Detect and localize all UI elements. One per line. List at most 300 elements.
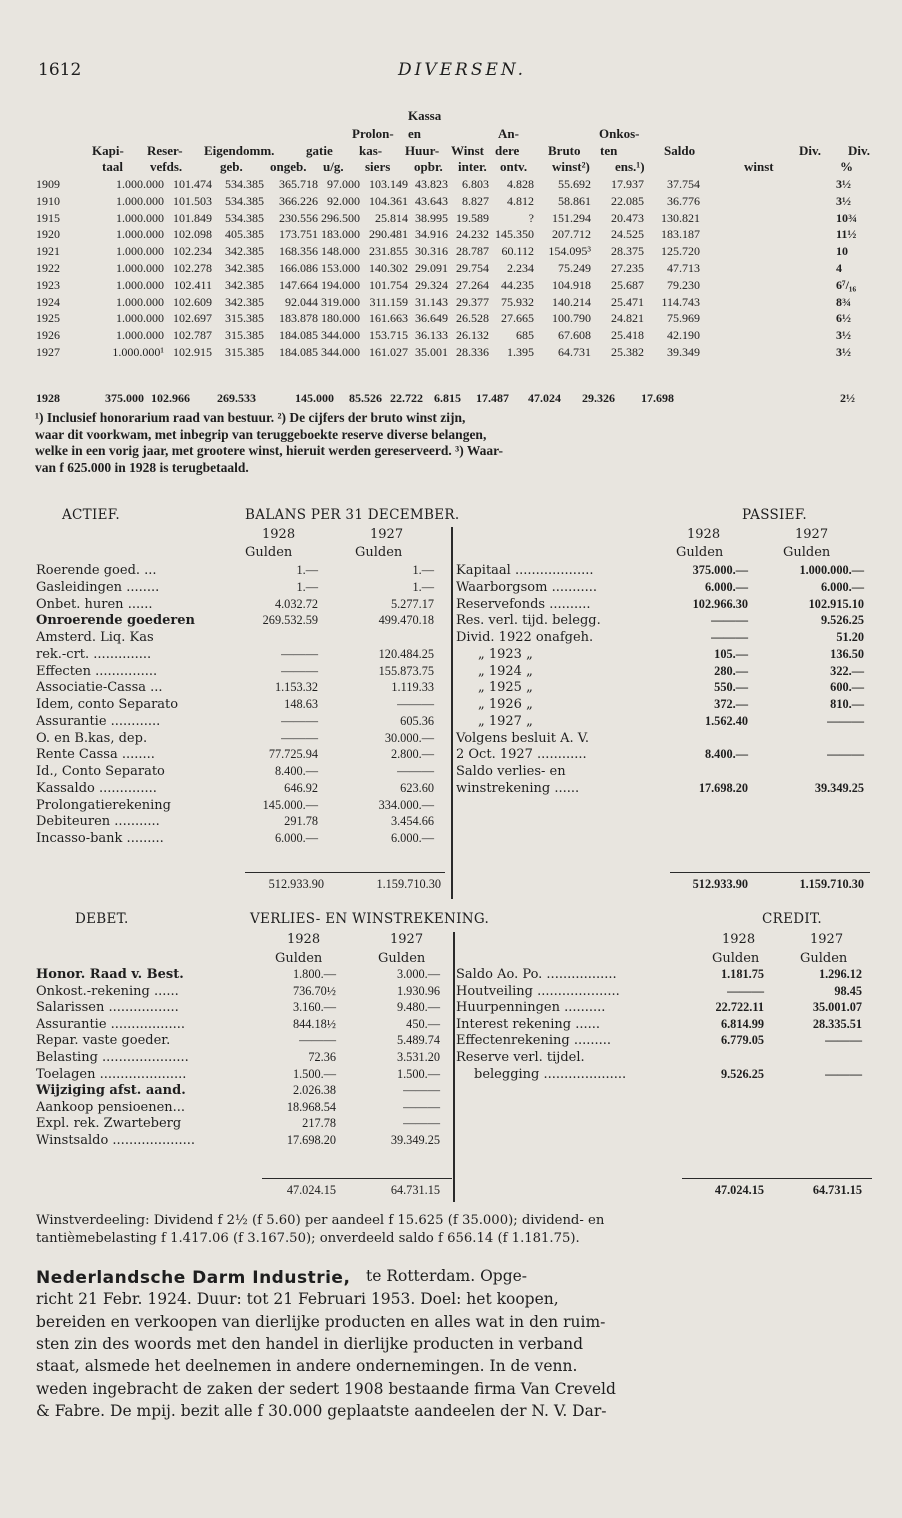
pl-label: Assurantie ..................	[36, 1016, 186, 1032]
table-cell-1928: 47.024	[528, 391, 561, 405]
table-cell: 1.000.000	[116, 294, 164, 309]
company-line: staat, alsmede het deelnemen in andere ondernemingen. In de venn.	[36, 1357, 578, 1376]
balance-label: Kassaldo ..............	[36, 780, 157, 796]
table-cell: 104.918	[552, 277, 591, 292]
balance-label: Volgens besluit A. V.	[456, 730, 590, 746]
divider-line	[453, 932, 455, 1202]
table-cell: 1.000.000	[116, 193, 164, 208]
balance-total: 1.159.710.30	[799, 877, 864, 891]
table-cell: 296.500	[321, 210, 360, 225]
pl-value-1928: 2.026.38	[292, 1083, 336, 1098]
table-cell: 29.754	[456, 261, 489, 275]
total-line	[262, 1178, 452, 1179]
balance-label: Rente Cassa ........	[36, 747, 155, 763]
column-header: Huur-	[405, 143, 440, 158]
pl-total: 64.731.15	[812, 1183, 862, 1197]
pl-value-1928: 1.500.—	[292, 1066, 336, 1081]
table-cell: 1.000.000	[116, 311, 164, 326]
balance-label: O. en B.kas, dep.	[36, 730, 148, 746]
table-cell: 319.000	[321, 294, 360, 309]
table-cell: 24.525	[611, 227, 644, 242]
table-cell: 161.027	[369, 345, 408, 359]
pl-value-1927: 3.000.—	[396, 967, 440, 981]
column-header: opbr.	[414, 159, 443, 174]
pl-label: Wijziging afst. aand.	[36, 1083, 186, 1099]
pl-label: Reserve verl. tijdel.	[456, 1050, 585, 1065]
divider-line	[451, 527, 453, 899]
column-header: gatie	[306, 143, 333, 158]
table-cell: 43.643	[415, 193, 448, 208]
balance-label: Idem, conto Separato	[36, 697, 179, 712]
balance-value-1928: 291.78	[284, 814, 318, 829]
table-cell: 1.000.000	[116, 261, 164, 275]
table-cell: 8¾	[836, 294, 851, 309]
table-cell: 184.085	[279, 328, 318, 343]
pl-value-1927: 35.001.07	[812, 1000, 862, 1015]
vw-title: VERLIES- EN WINSTREKENING.	[250, 911, 490, 927]
table-cell: 366.226	[279, 193, 318, 208]
balance-label: winstrekening ......	[456, 780, 580, 796]
pl-value-1928: 736.70½	[292, 983, 336, 998]
table-cell: 27.665	[501, 311, 534, 326]
balance-value-1928: 280.—	[714, 663, 748, 678]
table-cell: 342.385	[225, 261, 264, 275]
table-cell: ?	[528, 210, 534, 225]
table-cell: 102.697	[173, 311, 212, 326]
unit-header: Gulden	[676, 545, 724, 560]
balance-value-1928: ———	[281, 730, 318, 745]
table-cell: 42.190	[667, 328, 700, 343]
pl-value-1927: 3.531.20	[396, 1050, 440, 1064]
table-cell: 92.000	[327, 193, 360, 208]
table-cell: 27.235	[611, 261, 644, 275]
company-line: te Rotterdam. Opge-	[366, 1267, 528, 1285]
balance-label: Effecten ...............	[36, 663, 158, 679]
table-cell: 147.664	[279, 277, 318, 292]
pl-label: Huurpenningen ..........	[456, 1000, 606, 1016]
table-cell: 140.214	[552, 294, 591, 309]
balance-value-1928: ———	[281, 713, 318, 728]
table-cell: 17.937	[611, 177, 644, 191]
balance-value-1928: 269.532.59	[262, 613, 318, 628]
table-cell-1928: 6.815	[434, 391, 461, 405]
table-cell: 67.608	[558, 328, 591, 343]
column-header: Eigendomm.	[204, 143, 275, 158]
table-cell: 102.278	[173, 261, 212, 275]
table-cell: 3½	[836, 328, 851, 343]
balance-value-1928: ———	[281, 663, 318, 678]
balance-value-1928: 372.—	[714, 697, 748, 711]
balance-value-1928: 148.63	[284, 697, 318, 711]
table-cell-1928: 102.966	[151, 391, 190, 405]
table-cell: 344.000	[321, 345, 360, 359]
column-header: Reser-	[147, 143, 183, 158]
balance-value-1927: 499.470.18	[378, 613, 434, 628]
table-cell: 183.878	[279, 311, 318, 326]
table-cell: 6½	[836, 311, 851, 326]
pl-value-1928: 22.722.11	[715, 1000, 764, 1015]
pl-total: 47.024.15	[286, 1183, 336, 1197]
unit-header: Gulden	[275, 951, 323, 966]
table-cell-1928: 29.326	[582, 391, 615, 405]
table-cell: 534.385	[225, 177, 264, 191]
table-cell: 102.609	[173, 294, 212, 309]
table-cell: 55.692	[558, 177, 591, 191]
year-header: 1927	[390, 932, 424, 947]
kassa-header: Kassa	[408, 108, 442, 123]
balance-value-1928: ———	[711, 630, 748, 644]
table-cell: 34.916	[415, 227, 448, 242]
unit-header: Gulden	[783, 545, 831, 560]
table-cell: 101.503	[173, 193, 212, 208]
table-cell: 342.385	[225, 294, 264, 309]
table-cell: 153.000	[321, 261, 360, 275]
pl-value-1928: 6.814.99	[720, 1016, 764, 1031]
table-cell: 207.712	[552, 227, 591, 242]
column-header: winst²)	[552, 159, 590, 174]
table-cell: 101.754	[369, 277, 408, 292]
unit-header: Gulden	[355, 545, 403, 560]
balance-value-1927: 1.—	[412, 563, 434, 577]
company-line: sten zin des woords met den handel in dierlijke producten in verband	[36, 1334, 584, 1353]
page-title: DIVERSEN.	[398, 60, 527, 80]
balance-value-1927: 120.484.25	[378, 646, 434, 661]
table-cell: 44.235	[501, 277, 534, 292]
balance-value-1928: 105.—	[714, 646, 748, 661]
balance-value-1927: ———	[397, 764, 434, 778]
pl-label: Salarissen .................	[36, 1000, 179, 1016]
table-cell: 75.969	[667, 311, 700, 326]
column-header: siers	[365, 159, 391, 174]
balance-value-1928: 1.153.32	[274, 680, 318, 695]
balance-label: „ 1926 „	[478, 697, 533, 712]
table-cell: 4	[836, 261, 842, 275]
column-header: kas-	[359, 143, 383, 158]
table-cell: 39.349	[667, 345, 700, 359]
table-cell: 10	[836, 244, 848, 259]
table-cell: 102.411	[173, 277, 212, 292]
company-line: & Fabre. De mpij. bezit alle f 30.000 geplaatste aandeelen der N. V. Dar-	[36, 1401, 607, 1420]
table-cell: 1909	[36, 177, 60, 191]
balance-value-1927: 810.—	[830, 697, 864, 711]
table-cell: 101.474	[173, 177, 212, 191]
balance-value-1927: 605.36	[400, 713, 434, 728]
table-cell: 102.915	[173, 345, 212, 359]
pl-label: Houtveiling ....................	[456, 983, 620, 999]
pl-label: Effectenrekening .........	[456, 1033, 612, 1049]
balance-label: „ 1927 „	[478, 713, 533, 729]
table-cell: 35.001	[415, 345, 448, 359]
table-cell: 1.000.000	[116, 244, 164, 259]
table-cell: 1922	[36, 261, 60, 275]
table-cell: 26.528	[456, 311, 489, 326]
balance-value-1928: 646.92	[284, 780, 318, 795]
table-cell: 11½	[836, 227, 857, 242]
table-cell: 79.230	[667, 277, 700, 292]
balance-value-1927: 136.50	[830, 646, 864, 661]
unit-header: Gulden	[712, 951, 760, 966]
pl-value-1928: 17.698.20	[286, 1133, 336, 1147]
table-cell-1928: 22.722	[390, 391, 423, 405]
footnote-line: welke in een vorig jaar, met grootere winst, hieruit werden gereserveerd. ³) Waar-	[35, 443, 504, 458]
pl-value-1927: ———	[825, 1066, 862, 1081]
pl-label: Interest rekening ......	[456, 1016, 600, 1032]
table-cell: 315.385	[225, 345, 264, 359]
table-cell: 1927	[36, 345, 60, 359]
balance-value-1927: 102.915.10	[808, 596, 864, 611]
balance-label: Id., Conto Separato	[36, 764, 165, 779]
balance-value-1927: ———	[397, 697, 434, 711]
pl-value-1927: 5.489.74	[396, 1033, 440, 1048]
pl-value-1927: ———	[403, 1099, 440, 1114]
balance-label: Reservefonds ..........	[456, 596, 591, 612]
balance-value-1927: 9.526.25	[820, 613, 864, 628]
column-header: Prolon-	[352, 126, 394, 141]
unit-header: Gulden	[378, 951, 426, 966]
table-cell: 311.159	[369, 294, 408, 309]
balance-label: Onroerende goederen	[36, 613, 195, 629]
table-cell: 60.112	[501, 244, 534, 259]
column-header: %	[840, 159, 853, 174]
balance-value-1927: 2.800.—	[390, 747, 434, 762]
table-cell: 10¾	[836, 210, 857, 225]
table-cell: 36.133	[415, 328, 448, 343]
balance-label: 2 Oct. 1927 ............	[456, 747, 587, 763]
pl-label: Honor. Raad v. Best.	[36, 967, 184, 982]
balance-value-1927: 623.60	[400, 780, 434, 795]
table-cell: 6⁷/₁₆	[836, 277, 857, 292]
column-header: winst	[744, 159, 774, 174]
pl-label: Onkost.-rekening ......	[36, 983, 179, 999]
balance-value-1927: 155.873.75	[378, 663, 434, 678]
table-cell: 102.234	[173, 244, 212, 259]
table-cell: 26.132	[456, 328, 489, 343]
table-cell: 75.249	[558, 261, 591, 275]
table-cell: 154.095³	[548, 244, 591, 259]
table-cell: 1.000.000¹	[112, 345, 164, 359]
table-cell: 145.350	[495, 227, 534, 242]
balance-label: Assurantie ............	[36, 713, 161, 729]
table-cell: 161.663	[369, 311, 408, 326]
table-cell: 22.085	[611, 193, 644, 208]
pl-value-1927: 9.480.—	[396, 1000, 440, 1015]
column-header: An-	[498, 126, 519, 141]
balance-label: Saldo verlies- en	[456, 764, 566, 779]
table-cell: 3½	[836, 193, 851, 208]
table-cell: 25.687	[611, 277, 644, 292]
table-cell: 97.000	[327, 177, 360, 191]
balance-total: 512.933.90	[692, 877, 748, 891]
table-cell: 166.086	[279, 261, 318, 275]
actief-title: ACTIEF.	[62, 507, 120, 523]
pl-value-1928: 72.36	[308, 1050, 336, 1064]
company-line: bereiden en verkoopen van dierlijke producten en alles wat in den ruim-	[36, 1312, 606, 1331]
balance-value-1928: 145.000.—	[262, 797, 318, 812]
balance-value-1927: 39.349.25	[814, 780, 864, 795]
table-cell: 8.827	[462, 193, 489, 208]
balance-label: Roerende goed. ...	[36, 563, 157, 578]
table-cell: 24.821	[611, 311, 644, 326]
column-header: taal	[102, 159, 123, 174]
table-cell: 30.316	[415, 244, 448, 259]
column-header: vefds.	[150, 159, 183, 174]
table-cell: 1.000.000	[116, 227, 164, 242]
balance-value-1928: 550.—	[714, 680, 748, 695]
balance-label: Res. verl. tijd. belegg.	[456, 613, 601, 629]
table-cell: 25.814	[375, 210, 408, 225]
balance-value-1928: 1.—	[296, 579, 318, 594]
pl-value-1927: 1.930.96	[396, 983, 440, 998]
column-header: Kapi-	[92, 143, 124, 158]
balance-total: 1.159.710.30	[376, 877, 441, 891]
table-cell: 183.187	[661, 227, 700, 242]
unit-header: Gulden	[800, 951, 848, 966]
company-line: weden ingebracht de zaken der sedert 1908 bestaande firma Van Creveld	[36, 1379, 616, 1398]
table-cell: 342.385	[225, 244, 264, 259]
table-cell-1928: 145.000	[295, 391, 334, 405]
table-cell: 194.000	[321, 277, 360, 292]
table-cell: 27.264	[456, 277, 489, 292]
table-cell: 1.395	[507, 345, 534, 359]
table-cell: 25.382	[611, 345, 644, 359]
pl-value-1927: 39.349.25	[390, 1133, 440, 1147]
table-cell: 4.828	[507, 177, 534, 191]
table-cell: 25.471	[611, 294, 644, 309]
table-cell: 130.821	[661, 210, 700, 225]
table-cell: 315.385	[225, 328, 264, 343]
footnote-line: waar dit voorkwam, met inbegrip van teruggeboekte reserve diverse belangen,	[35, 426, 487, 442]
balance-value-1927: 30.000.—	[384, 730, 434, 745]
balance-value-1927: 1.119.33	[391, 680, 434, 695]
balance-total: 512.933.90	[268, 877, 324, 891]
column-header: Onkos-	[599, 126, 640, 141]
balance-value-1927: ———	[827, 713, 864, 728]
column-header: Bruto	[548, 143, 581, 158]
column-header: ongeb.	[270, 159, 307, 174]
balance-value-1928: 1.—	[296, 563, 318, 577]
balance-value-1927: 1.000.000.—	[799, 563, 864, 577]
passief-title: PASSIEF.	[742, 507, 807, 523]
pl-value-1927: ———	[825, 1033, 862, 1048]
year-header: 1927	[795, 527, 829, 542]
balance-value-1928: 77.725.94	[268, 747, 318, 762]
debet-title: DEBET.	[75, 911, 129, 927]
balance-value-1927: 3.454.66	[390, 814, 434, 829]
pl-label: Repar. vaste goeder.	[36, 1033, 171, 1049]
balance-label: „ 1923 „	[478, 646, 533, 662]
table-cell: 4.812	[507, 193, 534, 208]
balance-label: Divid. 1922 onafgeh.	[456, 630, 594, 645]
column-header: Div.	[799, 143, 822, 158]
pl-total: 47.024.15	[714, 1183, 764, 1197]
table-cell: 104.361	[369, 193, 408, 208]
balans-title: BALANS PER 31 DECEMBER.	[245, 507, 460, 523]
table-cell: 183.000	[321, 227, 360, 242]
pl-value-1927: 450.—	[406, 1016, 440, 1031]
table-cell: 3½	[836, 177, 851, 191]
pl-value-1928: 217.78	[302, 1116, 336, 1131]
balance-label: Amsterd. Liq. Kas	[36, 630, 154, 645]
credit-title: CREDIT.	[762, 911, 822, 927]
pl-value-1928: 1.800.—	[292, 967, 336, 981]
table-cell: 29.377	[456, 294, 489, 309]
table-cell: 28.336	[456, 345, 489, 359]
balance-value-1927: 5.277.17	[390, 596, 434, 611]
balance-label: rek.-crt. ..............	[36, 646, 152, 662]
pl-value-1927: 28.335.51	[812, 1016, 862, 1031]
table-cell: 342.385	[225, 277, 264, 292]
pl-value-1927: 1.500.—	[396, 1066, 440, 1081]
table-cell: 1.000.000	[116, 210, 164, 225]
column-header: dere	[495, 143, 520, 158]
table-cell: 1923	[36, 277, 60, 292]
table-cell: 1.000.000	[116, 277, 164, 292]
table-cell: 19.589	[456, 210, 489, 225]
year-header: 1927	[810, 932, 844, 947]
company-line: richt 21 Febr. 1924. Duur: tot 21 Februari 1953. Doel: het koopen,	[36, 1290, 559, 1309]
year-header: 1927	[370, 527, 404, 542]
table-cell: 168.356	[279, 244, 318, 259]
pl-label: Aankoop pensioenen...	[36, 1099, 186, 1115]
balance-value-1927: 6.000.—	[820, 579, 864, 594]
table-cell: 230.556	[279, 210, 318, 225]
table-cell: 1.000.000	[116, 177, 164, 191]
pl-value-1928: 3.160.—	[292, 1000, 336, 1015]
table-cell: 6.803	[462, 177, 489, 191]
table-cell: 1924	[36, 294, 60, 309]
table-cell: 405.385	[225, 227, 264, 242]
balance-value-1928: 8.400.—	[704, 747, 748, 762]
table-cell: 47.713	[667, 261, 700, 275]
balance-label: Incasso-bank .........	[36, 831, 164, 846]
table-cell: 1.000.000	[116, 328, 164, 343]
table-cell: 31.143	[415, 294, 448, 309]
table-cell-1928: 375.000	[105, 391, 144, 405]
column-header: Div.	[848, 143, 871, 158]
table-cell: 534.385	[225, 210, 264, 225]
table-cell: 25.418	[611, 328, 644, 343]
column-header: u/g.	[323, 159, 344, 174]
table-cell: 290.481	[369, 227, 408, 242]
table-cell: 102.787	[173, 328, 212, 343]
table-cell: 231.855	[369, 244, 408, 259]
table-cell: 315.385	[225, 311, 264, 326]
pl-label: Belasting .....................	[36, 1050, 189, 1065]
pl-total: 64.731.15	[390, 1183, 440, 1197]
balance-label: Kapitaal ...................	[456, 563, 594, 578]
table-cell: 24.232	[456, 227, 489, 242]
column-header: ens.¹)	[615, 159, 645, 174]
balance-label: Waarborgsom ...........	[456, 579, 598, 595]
table-cell: 148.000	[321, 244, 360, 259]
balance-value-1928: 6.000.—	[274, 831, 318, 845]
balance-label: Gasleidingen ........	[36, 579, 160, 595]
table-cell: 100.790	[552, 311, 591, 326]
table-cell: 2.234	[507, 261, 534, 275]
table-cell: 36.776	[667, 193, 700, 208]
pl-value-1928: 6.779.05	[720, 1033, 764, 1048]
table-cell: 173.751	[279, 227, 318, 242]
balance-value-1928: 4.032.72	[274, 596, 318, 611]
balance-value-1927: 322.—	[830, 663, 864, 678]
table-cell: 3½	[836, 345, 851, 359]
balance-label: „ 1925 „	[478, 680, 533, 696]
column-header: ten	[600, 143, 618, 158]
pl-value-1927: ———	[403, 1116, 440, 1131]
table-cell: 20.473	[611, 210, 644, 225]
balance-value-1927: 1.—	[412, 579, 434, 594]
balance-value-1927: 51.20	[836, 630, 864, 644]
